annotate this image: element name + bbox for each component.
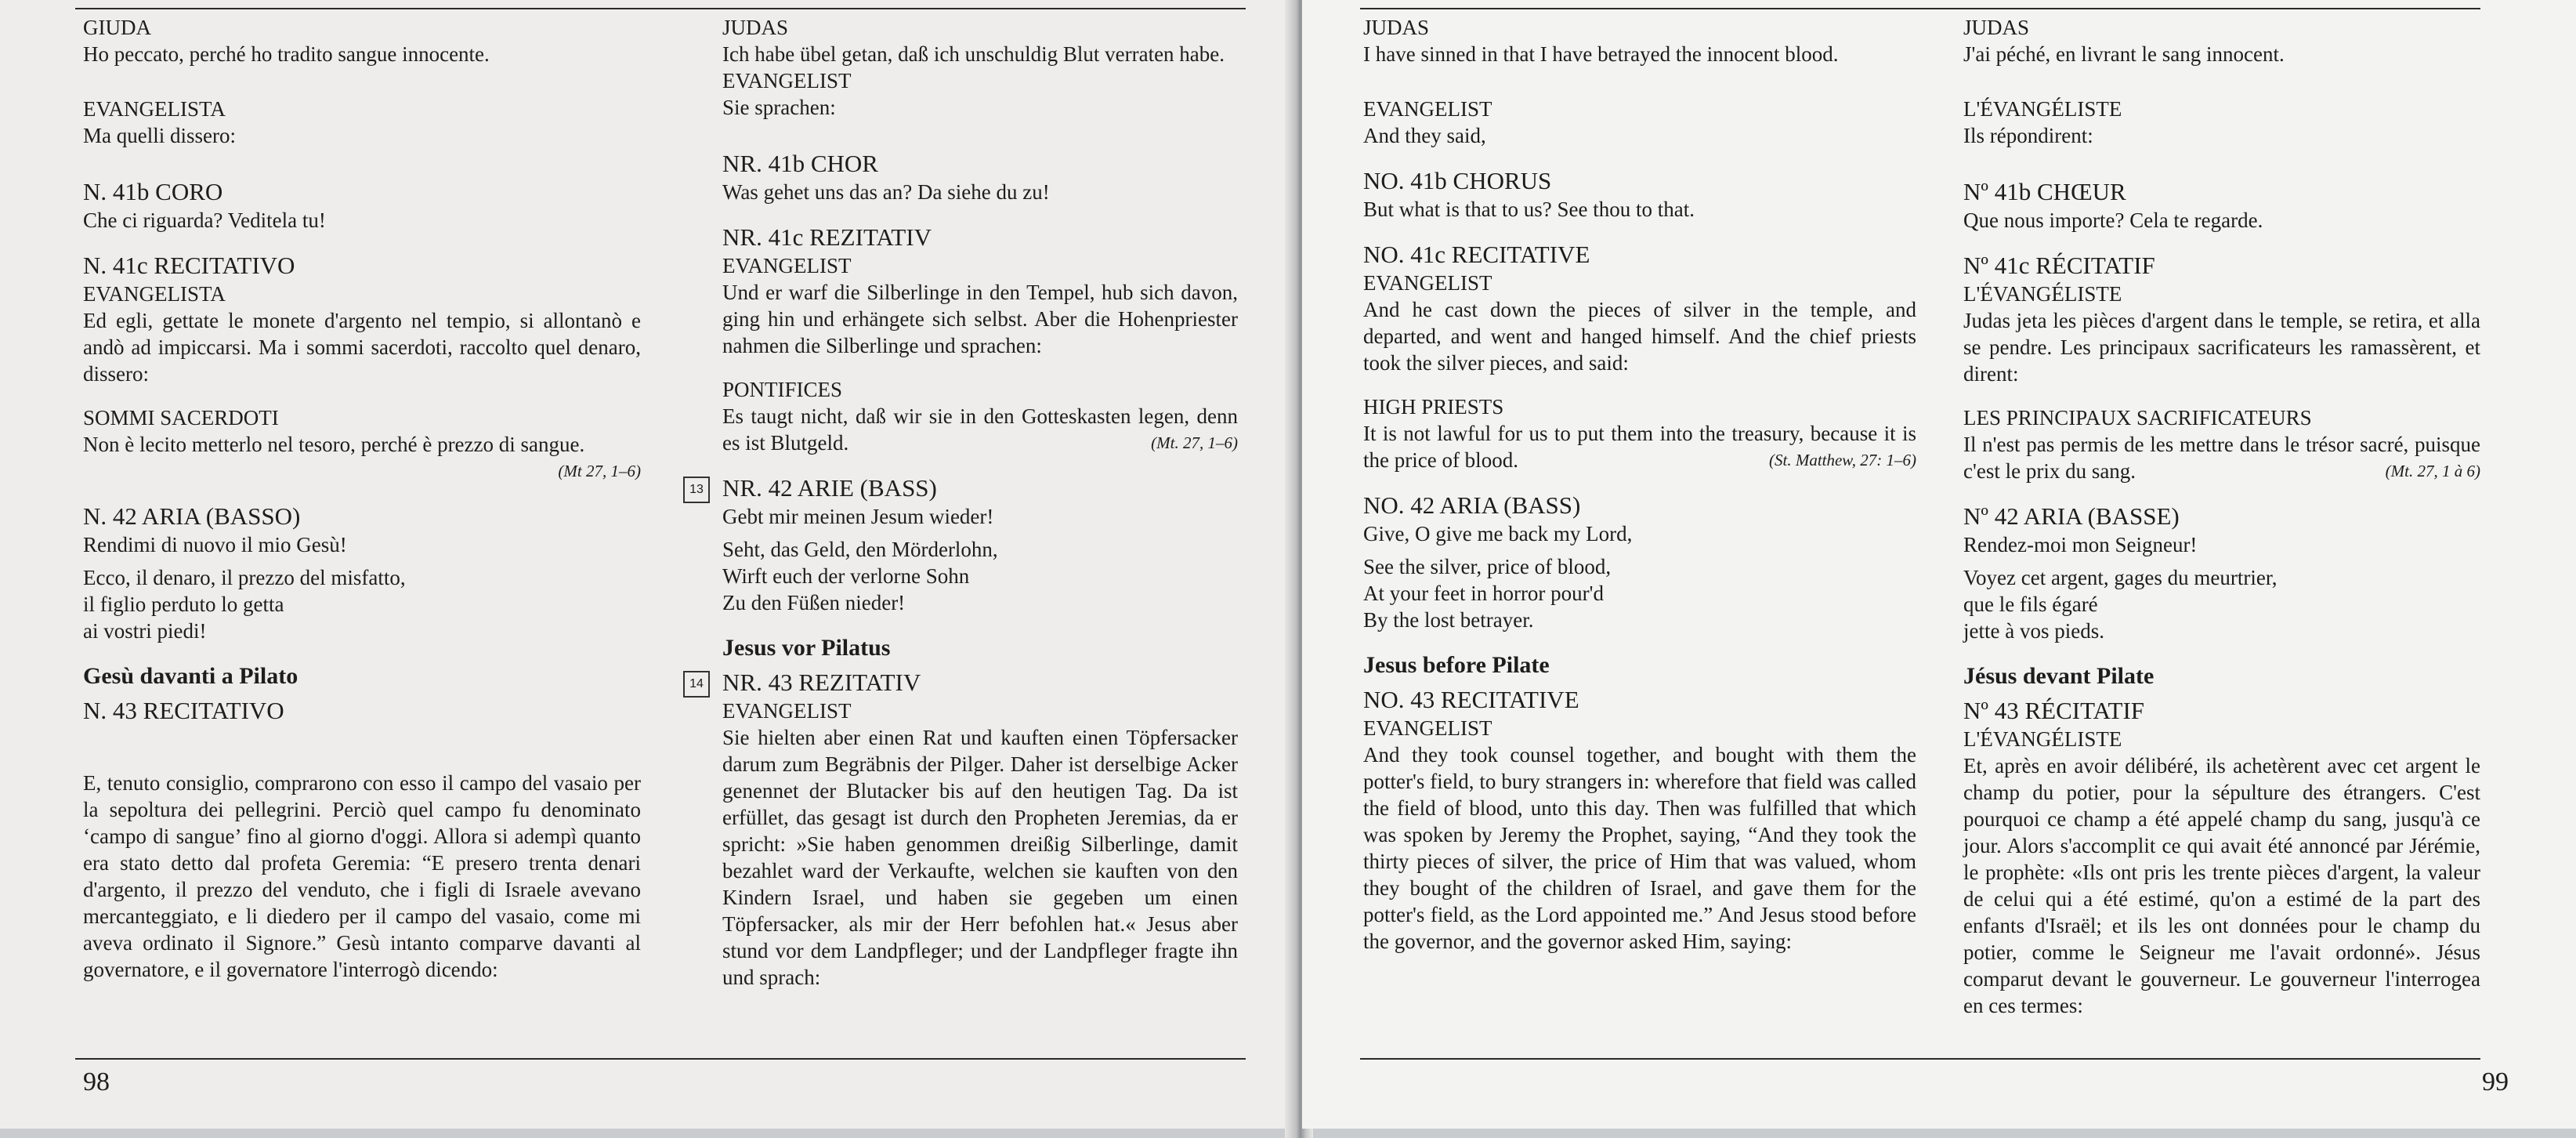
text: Ma quelli dissero: [83,124,236,147]
verse-line: Gebt mir meinen Jesum wieder! [722,505,994,528]
number-heading: N. 43 RECITATIVO [83,697,284,724]
verse-line: Zu den Füßen nieder! [722,591,906,614]
text-with-ref [1363,420,1916,473]
text: And they took counsel together, and bought with them the potter's field, to bury strangers in: wherefore that field was called the field of blood, unto this day. Then was fulfilled that which was spoken by Jeremy the Prophet, saying, “And they took the thirty pieces of silver, the price of Him that was valued, whom they bought of the children of Israel, and gave them for the potter's field, as the Lord appointed me.” And Jesus stood before the governor, and the governor asked Him, saying: [1363,743,1916,953]
speaker-label: PONTIFICES [722,378,843,401]
text: Ich habe übel getan, daß ich unschuldig Blut verraten habe. [722,42,1225,66]
number-heading: Nº 41b CHŒUR [1963,178,2126,205]
track-number-box: 13 [683,477,710,503]
text: It is not lawful for us to put them into the treasury, because it is the price of blood. [1363,422,1916,472]
speaker-label: JUDAS [1363,16,1430,39]
verse-line: il figlio perduto lo getta [83,593,284,616]
verse-line: Voyez cet argent, gages du meurtrier, [1963,566,2278,589]
speaker-label: JUDAS [1963,16,2030,39]
number-heading: NR. 43 REZITATIV [722,669,921,696]
verse-line: Rendez-moi mon Seigneur! [1963,533,2198,556]
text: Que nous importe? Cela te regarde. [1963,208,2263,232]
scripture-reference: (Mt. 27, 1–6) [1151,433,1238,452]
speaker-label: SOMMI SACERDOTI [83,406,279,429]
text-with-ref [83,431,641,484]
text: Ed egli, gettate le monete d'argento nel tempio, si allontanò e andò ad impiccarsi. Ma i sommi sacerdoti, raccolto quel denaro, dissero: [83,309,641,386]
scripture-reference: (Mt 27, 1–6) [558,462,641,480]
verse-line: At your feet in horror pour'd [1363,582,1605,605]
speaker-label: EVANGELISTA [83,282,226,306]
text: I have sinned in that I have betrayed the innocent blood. [1363,42,1839,66]
text: Sie sprachen: [722,96,836,119]
english-column [1363,14,1916,955]
scripture-reference: (Mt. 27, 1 à 6) [2385,462,2480,480]
text: Es taugt nicht, daß wir sie in den Gotteskasten legen, denn es ist Blutgeld. [722,404,1238,455]
speaker-label: EVANGELISTA [83,97,226,121]
text: Ho peccato, perché ho tradito sangue innocente. [83,42,490,66]
french-column [1963,14,2480,1019]
number-heading: NR. 41b CHOR [722,150,878,177]
german-column [689,14,1238,991]
verse-line: Rendimi di nuovo il mio Gesù! [83,533,347,556]
number-heading: NR. 41c REZITATIV [722,223,932,251]
verse-line: See the silver, price of blood, [1363,555,1612,578]
verse-line: Ecco, il denaro, il prezzo del misfatto, [83,566,406,589]
right-page [1302,0,2576,1129]
text: Che ci riguarda? Veditela tu! [83,208,326,232]
text: Was gehet uns das an? Da siehe du zu! [722,180,1050,204]
speaker-label: EVANGELIST [1363,271,1492,295]
text: Und er warf die Silberlinge in den Tempel, hub sich davon, ging hin und erhängete sich selbst. Aber die Hohenpriester nahmen die Silberlinge und sprachen: [722,281,1238,357]
verse-line: Seht, das Geld, den Mörderlohn, [722,538,998,561]
number-heading: NO. 42 ARIA (BASS) [1363,491,1581,519]
text: Sie hielten aber einen Rat und kauften einen Töpfersacker darum zum Begräbnis der Pilger. Daher ist derselbige Acker genennet der Blutacker bis auf den heutigen Tag. Da ist erfüllet, das gesagt ist durch den Propheten Jeremias, da er spricht: »Sie haben genommen dreißig Silberlinge, damit bezahlet ward der Verkaufte, welchen sie kauften von den Kindern Israel, und haben sie gegeben um einen Töpfersacker, als mir der Herr befohlen hat.« Jesus aber stund vor dem Landpfleger; und der Landpfleger fragte ihn und sprach: [722,726,1238,989]
text: Non è lecito metterlo nel tesoro, perché è prezzo di sangue. [83,433,585,456]
speaker-label: EVANGELIST [722,699,852,723]
speaker-label: EVANGELIST [1363,716,1492,740]
number-heading: N. 41b CORO [83,178,223,205]
bottom-rule [1360,1058,2480,1060]
speaker-label: L'ÉVANGÉLISTE [1963,282,2122,306]
number-heading: Nº 41c RÉCITATIF [1963,252,2155,279]
section-heading: Jesus before Pilate [1363,652,1550,678]
top-rule [75,8,1246,9]
scripture-reference: (St. Matthew, 27: 1–6) [1769,451,1916,469]
page-number: 98 [83,1067,110,1096]
top-rule [1360,8,2480,9]
speaker-label: EVANGELIST [1363,97,1492,121]
number-heading: NO. 43 RECITATIVE [1363,686,1579,713]
speaker-label: L'ÉVANGÉLISTE [1963,97,2122,121]
speaker-label: LES PRINCIPAUX SACRIFICATEURS [1963,406,2312,429]
speaker-label: JUDAS [722,16,789,39]
track-number-box: 14 [683,671,710,698]
number-heading: N. 41c RECITATIVO [83,252,295,279]
speaker-label: EVANGELIST [722,69,852,92]
text: Judas jeta les pièces d'argent dans le temple, se retira, et alla se pendre. Les principaux sacrificateurs les ramassèrent, et dirent: [1963,309,2480,386]
speaker-label: GIUDA [83,16,151,39]
text: Et, après en avoir délibéré, ils achetèrent avec cet argent le champ du potier, pour la sépulture des étrangers. C'est pourquoi ce champ a été appelé champ du sang, jusqu'à ce jour. Alors s'accomplit ce qui avait été annoncé par Jérémie, le prophète: «Ils ont pris les trente pièces d'argent, la valeur de celui qui a été estimé, qu'on a estimé de la part des enfants d'Israël; et ils les ont données pour le champ du potier, comme le Seigneur me l'avait ordonné». Jésus comparut devant le gouverneur. Le gouverneur l'interrogea en ces termes: [1963,754,2480,1017]
text: Ils répondirent: [1963,124,2093,147]
number-heading: Nº 43 RÉCITATIF [1963,697,2145,724]
page-number: 99 [2482,1067,2509,1096]
speaker-label: HIGH PRIESTS [1363,395,1504,419]
number-heading: NO. 41c RECITATIVE [1363,241,1590,268]
left-page [0,0,1294,1129]
text-with-ref [1963,431,2480,484]
text: Il n'est pas permis de les mettre dans le trésor sacré, puisque c'est le prix du sang. [1963,433,2480,483]
italian-column [83,14,641,983]
text: But what is that to us? See thou to that. [1363,198,1695,221]
text-with-ref [722,403,1238,456]
speaker-label: L'ÉVANGÉLISTE [1963,727,2122,751]
section-heading: Jesus vor Pilatus [722,635,891,661]
section-heading: Jésus devant Pilate [1963,663,2155,689]
number-heading: NO. 41b CHORUS [1363,167,1552,194]
verse-line: que le fils égaré [1963,593,2098,616]
text: E, tenuto consiglio, comprarono con esso il campo del vasaio per la sepoltura dei pellegrini. Perciò quel campo fu denominato ‘campo di sangue’ fino al giorno d'oggi. Allora si adempì quanto era stato detto dal profeta Geremia: “E presero trenta denari d'argento, il prezzo del venduto, che i figli di Israele avevano mercanteggiato, e li diedero per il campo del vasaio, come mi aveva ordinato il Signore.” Gesù intanto comparve davanti al governatore, e il governatore l'interrogò dicendo: [83,771,641,981]
bottom-rule [75,1058,1246,1060]
verse-line: ai vostri piedi! [83,619,207,643]
text: J'ai péché, en livrant le sang innocent. [1963,42,2285,66]
speaker-label: EVANGELIST [722,254,852,277]
number-heading: N. 42 ARIA (BASSO) [83,502,301,530]
verse-line: Give, O give me back my Lord, [1363,522,1633,545]
verse-line: By the lost betrayer. [1363,608,1534,632]
number-heading: NR. 42 ARIE (BASS) [722,474,937,502]
section-heading: Gesù davanti a Pilato [83,663,298,689]
verse-line: Wirft euch der verlorne Sohn [722,564,970,588]
text: And they said, [1363,124,1486,147]
text: And he cast down the pieces of silver in the temple, and departed, and went and hanged himself. And the chief priests took the silver pieces, and said: [1363,298,1916,375]
number-heading: Nº 42 ARIA (BASSE) [1963,502,2180,530]
verse-line: jette à vos pieds. [1963,619,2104,643]
